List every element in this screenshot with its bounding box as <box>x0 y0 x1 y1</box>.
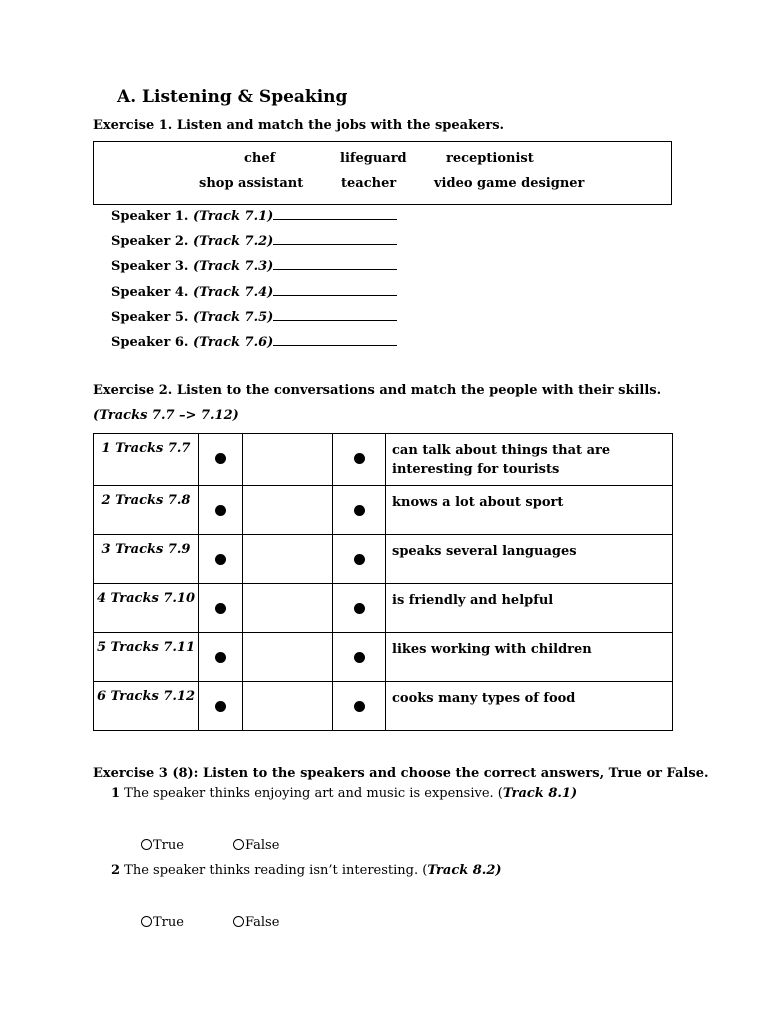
speaker-track: (Track 7.2) <box>192 234 274 249</box>
dot-cell[interactable] <box>333 584 386 633</box>
speaker-track: (Track 7.4) <box>192 285 274 300</box>
track-cell: 2 Tracks 7.8 <box>94 486 199 535</box>
option-label: True <box>153 838 184 853</box>
bullet-dot-icon[interactable] <box>215 701 226 712</box>
job-word: chef <box>244 151 276 166</box>
speaker-line <box>111 308 397 325</box>
bullet-dot-icon[interactable] <box>354 701 365 712</box>
speaker-track: (Track 7.6) <box>192 335 274 350</box>
skill-cell: is friendly and helpful <box>386 584 673 633</box>
answer-blank[interactable] <box>273 333 397 346</box>
table-row <box>94 486 673 535</box>
dot-cell[interactable] <box>333 535 386 584</box>
bullet-dot-icon[interactable] <box>354 554 365 565</box>
speaker-track: (Track 7.5) <box>192 310 274 325</box>
question-text: The speaker thinks enjoying art and music is expensive. ( <box>120 786 503 801</box>
skill-cell: likes working with children <box>386 633 673 682</box>
dot-cell[interactable] <box>333 633 386 682</box>
bullet-dot-icon[interactable] <box>215 554 226 565</box>
job-word: receptionist <box>446 151 534 166</box>
answer-blank[interactable] <box>273 232 397 245</box>
bullet-dot-icon[interactable] <box>354 453 365 464</box>
blank-cell <box>243 633 333 682</box>
speaker-line <box>111 283 397 300</box>
bullet-dot-icon[interactable] <box>215 603 226 614</box>
dot-cell[interactable] <box>199 486 243 535</box>
blank-cell <box>243 584 333 633</box>
radio-circle-icon[interactable] <box>141 916 152 927</box>
track-cell: 6 Tracks 7.12 <box>94 682 199 731</box>
answer-blank[interactable] <box>273 257 397 270</box>
dot-cell[interactable] <box>199 434 243 486</box>
blank-cell <box>243 535 333 584</box>
exercise2-tracks-note: (Tracks 7.7 –> 7.12) <box>93 408 239 423</box>
question-text: The speaker thinks reading isn’t interesting. ( <box>120 863 428 878</box>
speaker-line <box>111 257 397 274</box>
speaker-label: Speaker 6. <box>111 335 189 350</box>
speaker-label: Speaker 2. <box>111 234 189 249</box>
blank-cell <box>243 486 333 535</box>
skill-cell: cooks many types of food <box>386 682 673 731</box>
table-row <box>94 584 673 633</box>
speaker-track: (Track 7.1) <box>192 209 274 224</box>
question-track: Track 8.1 <box>502 786 571 801</box>
radio-circle-icon[interactable] <box>141 839 152 850</box>
bullet-dot-icon[interactable] <box>354 652 365 663</box>
question-number: 2 <box>111 863 121 878</box>
job-word: lifeguard <box>340 151 407 166</box>
bullet-dot-icon[interactable] <box>215 505 226 516</box>
speaker-label: Speaker 1. <box>111 209 189 224</box>
speaker-line <box>111 333 397 350</box>
table-row <box>94 535 673 584</box>
question-line <box>111 786 577 801</box>
exercise1-title: Exercise 1. Listen and match the jobs with the speakers. <box>93 118 505 133</box>
job-word: video game designer <box>434 176 585 191</box>
option-label: False <box>245 838 280 853</box>
exercise3-title: Exercise 3 (8): Listen to the speakers and choose the correct answers, True or False. <box>93 766 709 781</box>
question-close: ) <box>495 863 502 878</box>
option-label: False <box>245 915 280 930</box>
section-title: A. Listening & Speaking <box>117 87 348 107</box>
track-cell: 4 Tracks 7.10 <box>94 584 199 633</box>
question-close: ) <box>570 786 578 801</box>
question-number: 1 <box>111 786 121 801</box>
skill-cell: can talk about things that are interesting for tourists <box>386 434 673 486</box>
bullet-dot-icon[interactable] <box>215 652 226 663</box>
bullet-dot-icon[interactable] <box>354 505 365 516</box>
table-row <box>94 434 673 486</box>
speaker-line <box>111 207 397 224</box>
option-false[interactable] <box>233 915 279 930</box>
exercise2-title: Exercise 2. Listen to the conversations and match the people with their skills. <box>93 383 662 398</box>
question-line <box>111 863 502 878</box>
dot-cell[interactable] <box>333 434 386 486</box>
speaker-track: (Track 7.3) <box>192 259 274 274</box>
dot-cell[interactable] <box>199 584 243 633</box>
dot-cell[interactable] <box>333 682 386 731</box>
answer-blank[interactable] <box>273 207 397 220</box>
job-word-box <box>93 141 672 205</box>
table-row <box>94 682 673 731</box>
question-track: Track 8.2 <box>427 863 496 878</box>
answer-blank[interactable] <box>273 308 397 321</box>
skill-cell: speaks several languages <box>386 535 673 584</box>
option-false[interactable] <box>233 838 279 853</box>
blank-cell <box>243 434 333 486</box>
bullet-dot-icon[interactable] <box>354 603 365 614</box>
job-word: teacher <box>341 176 397 191</box>
job-word: shop assistant <box>199 176 304 191</box>
radio-circle-icon[interactable] <box>233 916 244 927</box>
table-row <box>94 633 673 682</box>
radio-circle-icon[interactable] <box>233 839 244 850</box>
matching-table <box>93 433 673 731</box>
track-cell: 3 Tracks 7.9 <box>94 535 199 584</box>
track-cell: 1 Tracks 7.7 <box>94 434 199 486</box>
dot-cell[interactable] <box>199 633 243 682</box>
dot-cell[interactable] <box>199 682 243 731</box>
speaker-label: Speaker 4. <box>111 285 189 300</box>
speaker-label: Speaker 5. <box>111 310 189 325</box>
answer-blank[interactable] <box>273 283 397 296</box>
dot-cell[interactable] <box>199 535 243 584</box>
speaker-line <box>111 232 397 249</box>
skill-cell: knows a lot about sport <box>386 486 673 535</box>
blank-cell <box>243 682 333 731</box>
option-true[interactable] <box>141 915 184 930</box>
dot-cell[interactable] <box>333 486 386 535</box>
option-label: True <box>153 915 184 930</box>
track-cell: 5 Tracks 7.11 <box>94 633 199 682</box>
speaker-label: Speaker 3. <box>111 259 189 274</box>
bullet-dot-icon[interactable] <box>215 453 226 464</box>
option-true[interactable] <box>141 838 184 853</box>
